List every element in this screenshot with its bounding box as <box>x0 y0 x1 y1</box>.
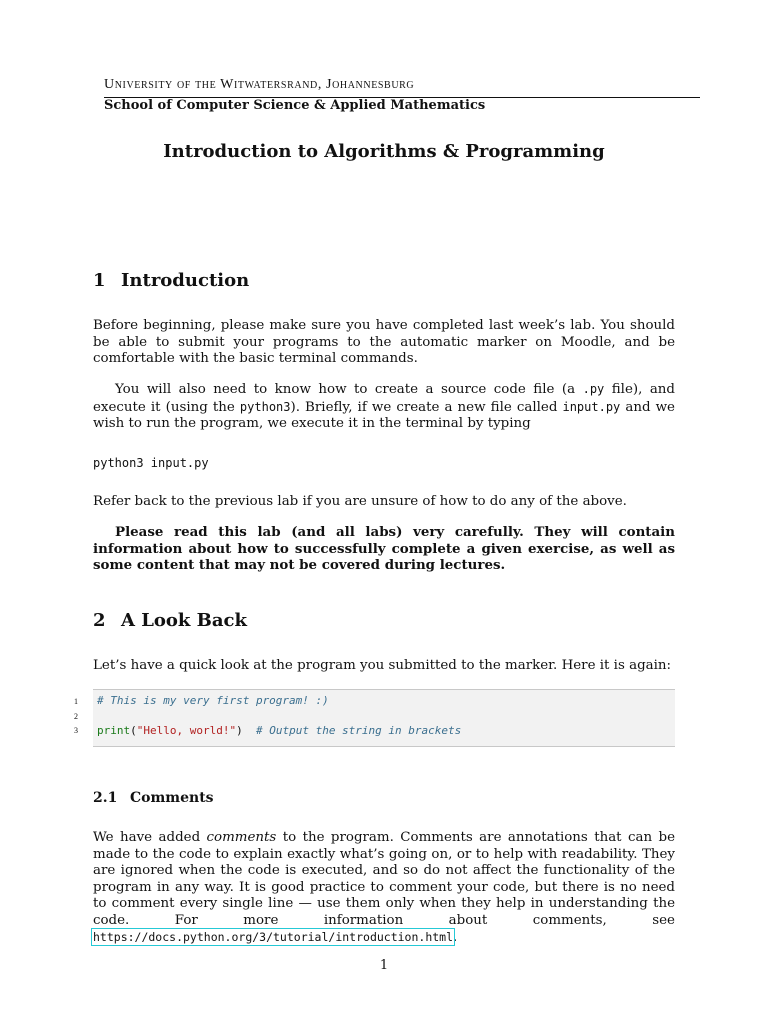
code-line-number: 1 <box>74 697 78 706</box>
page-number: 1 <box>379 958 389 973</box>
section-title: Introduction <box>121 270 250 291</box>
code-listing <box>93 689 675 747</box>
code-function: print <box>97 724 131 737</box>
terminal-command: python3 input.py <box>93 456 209 470</box>
inline-code: input.py <box>562 399 621 414</box>
text-run: file), and execute it (using the <box>93 382 676 415</box>
subsection-number: 2.1 <box>93 790 118 806</box>
code-string: "Hello, world!" <box>136 724 237 737</box>
text-run: to the program. Comments are annotations that can be made to the code to explain exactly what’s going on, or to help with readability. They are ignored when the code is executed, and so do not affect the functionality of the program in any way. It is good practice to comment your code, but there is no need to comment every single line — use them only when they help in understanding the code. For more information about comments, see <box>93 830 675 928</box>
text-run: You will also need to know how to create a source code file (a <box>115 382 583 397</box>
emphasis: comments <box>206 830 277 845</box>
code-line-3 <box>97 724 461 737</box>
document-title: Introduction to Algorithms & Programming <box>163 141 605 162</box>
school-name: School of Computer Science & Applied Mathematics <box>104 98 486 113</box>
code-comment: # This is my very first program! :) <box>97 694 329 707</box>
university-name: University of the Witwatersrand, Johannesburg <box>104 77 415 92</box>
code-paren: ) <box>236 724 256 737</box>
inline-code: .py <box>582 382 605 396</box>
code-line-number: 3 <box>74 726 78 735</box>
look-back-paragraph: Let’s have a quick look at the program you submitted to the marker. Here it is again: <box>93 658 672 673</box>
comments-paragraph <box>93 830 675 947</box>
section-number: 1 <box>93 270 106 291</box>
code-line-1 <box>97 694 329 707</box>
python-docs-link[interactable]: https://docs.python.org/3/tutorial/introduction.html <box>93 930 454 944</box>
code-line-number: 2 <box>74 712 78 721</box>
intro-paragraph-3: Refer back to the previous lab if you are unsure of how to do any of the above. <box>93 494 627 509</box>
section-heading-introduction <box>93 270 249 291</box>
section-title: A Look Back <box>121 610 247 631</box>
text-run: and we wish to run the program, we execute it in the terminal by typing <box>93 399 675 431</box>
section-heading-a-look-back <box>93 610 247 631</box>
text-run: ). Briefly, if we create a new file called <box>290 399 563 415</box>
text-run: . <box>453 930 458 945</box>
code-paren: ( <box>130 724 137 737</box>
intro-paragraph-2 <box>93 381 675 433</box>
intro-paragraph-1: Before beginning, please make sure you have completed last week’s lab. You should be able to submit your programs to the automatic marker on Moodle, and be comfortable with the basic terminal commands. <box>93 318 675 366</box>
section-number: 2 <box>93 610 106 631</box>
subsection-heading-comments <box>93 790 214 806</box>
text-run: We have added <box>93 830 207 845</box>
intro-paragraph-4: Please read this lab (and all labs) very carefully. They will contain information about how to successfully complete a given exercise, as well as some content that may not be covered during lectures. <box>93 524 675 573</box>
inline-code: python3 <box>239 399 291 414</box>
subsection-title: Comments <box>130 790 214 806</box>
code-comment: # Output the string in brackets <box>255 724 462 737</box>
